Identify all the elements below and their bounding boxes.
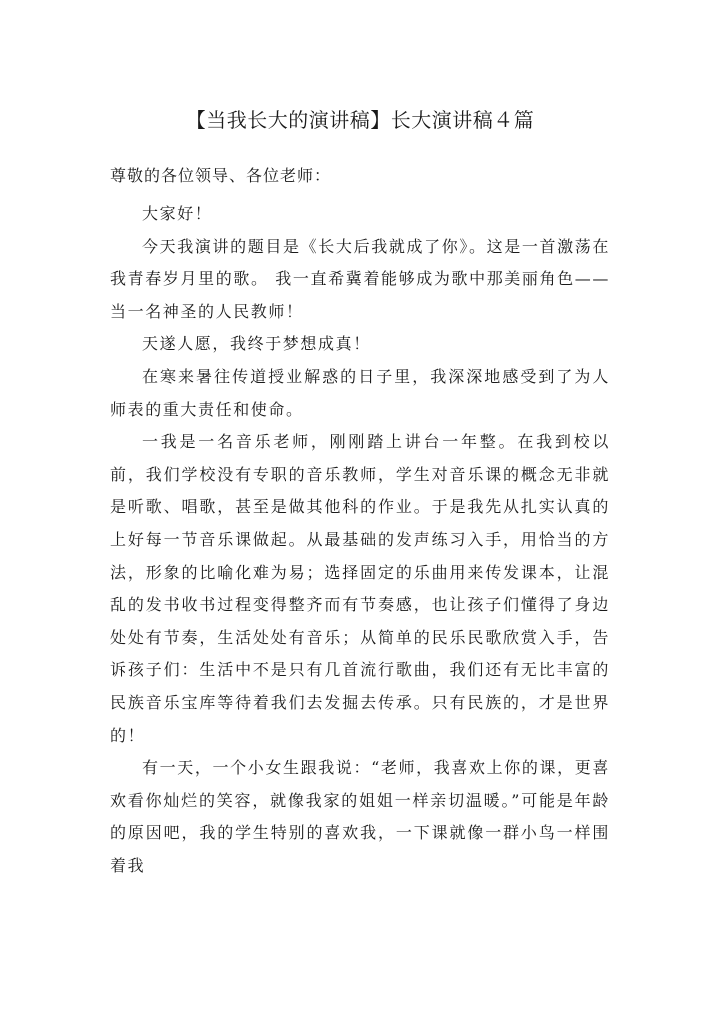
salutation: 尊敬的各位领导、各位老师：: [110, 166, 332, 185]
document-title: 【当我长大的演讲稿】长大演讲稿４篇: [185, 108, 535, 132]
paragraph: 天遂人愿，我终于梦想成真！: [142, 334, 371, 354]
paragraph: 一我是一名音乐老师，刚刚踏上讲台一年整。在我到校以前，我们学校没有专职的音乐教师，学生对音乐课的概念无非就是听歌、唱歌，甚至是做其他科的作业。于是我先从扎实认真的上好每一节音乐课做起。从最基础的发声练习入手，用恰当的方法，形象的比喻化难为易；选择固定的乐曲用来传发课本，让混乱的发书收书过程变得整齐而有节奏感，也让孩子们懂得了身边处处有节奏，生活处处有音乐；从简单的民乐民歌欣赏入手，告诉孩子们：生活中不是只有几首流行歌曲，我们还有无比丰富的民族音乐宝库等待着我们去发掘去传承。只有民族的，才是世界的！: [110, 432, 610, 745]
paragraph: 今天我演讲的题目是《长大后我就成了你》。这是一首激荡在我青春岁月里的歌。 我一直希冀着能够成为歌中那美丽角色——当一名神圣的人民教师！: [110, 236, 610, 321]
paragraph: 有一天，一个小女生跟我说：“老师，我喜欢上你的课，更喜欢看你灿烂的笑容，就像我家的姐姐一样亲切温暖。”可能是年龄的原因吧，我的学生特别的喜欢我，一下课就像一群小鸟一样围着我: [110, 758, 610, 875]
paragraph: 大家好！: [142, 204, 213, 223]
paragraph: 在寒来暑往传道授业解惑的日子里，我深深地感受到了为人师表的重大责任和使命。: [110, 366, 610, 419]
document-body: [110, 198, 610, 882]
